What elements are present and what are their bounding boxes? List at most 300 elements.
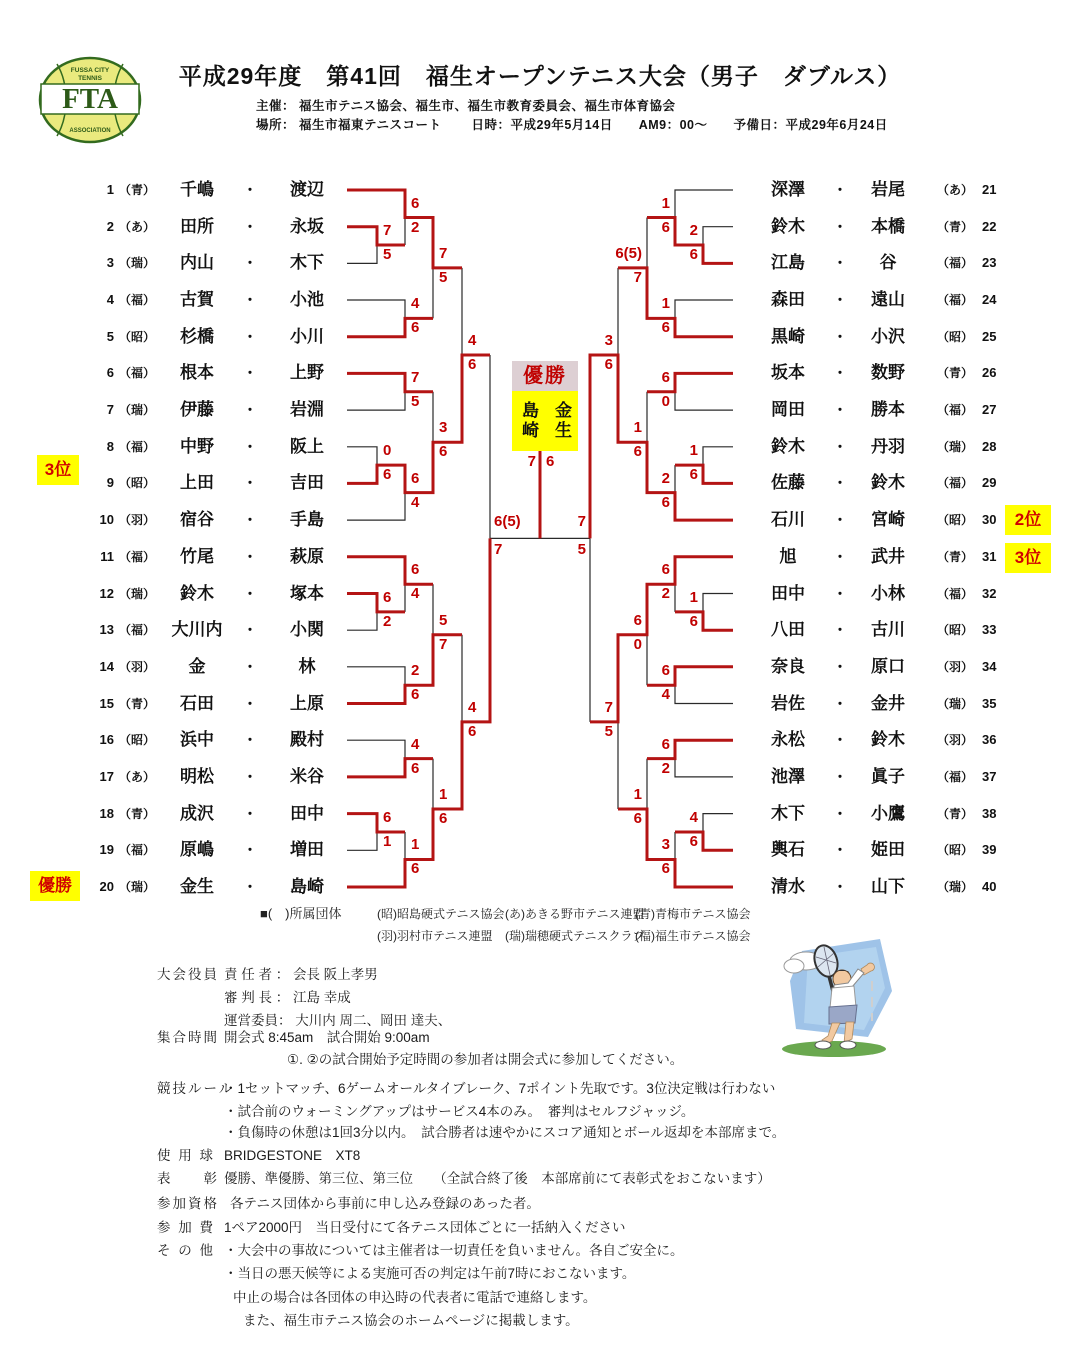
team-row <box>0 325 1080 349</box>
team-org: （瑞） <box>118 880 155 894</box>
player1-name: 深澤 <box>771 180 805 199</box>
player2-name: 金井 <box>871 694 905 713</box>
team-org: （福） <box>118 293 155 307</box>
champion-box <box>512 391 578 451</box>
match-score: 1 <box>411 836 420 853</box>
team-row <box>0 178 1080 202</box>
player1-name: 岡田 <box>771 400 805 419</box>
team-row <box>0 692 1080 716</box>
match-score: 6 <box>604 356 613 373</box>
match-score: 1 <box>689 589 698 606</box>
awards-label: 表 彰 <box>157 1171 219 1186</box>
player1-name: 輿石 <box>771 840 805 859</box>
player1-name: 木下 <box>771 804 805 823</box>
name-separator: ・ <box>243 842 257 858</box>
fee-label: 参 加 費 <box>157 1220 216 1235</box>
name-separator: ・ <box>243 586 257 602</box>
team-org: （福） <box>936 293 973 307</box>
team-org: （昭） <box>118 476 155 490</box>
player2-name: 小沢 <box>871 327 905 346</box>
logo-mid-text: TENNIS <box>78 75 102 82</box>
player1-name: 鈴木 <box>771 437 805 456</box>
meeting-label: 集合時間 <box>157 1030 219 1045</box>
name-separator: ・ <box>243 365 257 381</box>
player2-name: 本橋 <box>871 217 905 236</box>
champion-label: 優勝 <box>512 361 578 391</box>
match-score: 7 <box>633 269 642 286</box>
seed-number: 15 <box>99 696 114 711</box>
other-line: ・当日の悪天候等による実施可否の判定は午前7時におこないます。 <box>224 1266 636 1281</box>
seed-number: 34 <box>982 659 997 674</box>
name-separator: ・ <box>833 586 847 602</box>
seed-number: 39 <box>982 842 997 857</box>
legend-item: (青)青梅市テニス協会 <box>635 907 751 921</box>
match-score: 0 <box>633 636 642 653</box>
player2-name: 島崎 <box>290 877 324 896</box>
team-row <box>0 288 1080 312</box>
player1-name: 岩佐 <box>771 694 805 713</box>
seed-number: 40 <box>982 879 997 894</box>
match-score: 7 <box>439 636 448 653</box>
name-separator: ・ <box>833 182 847 198</box>
team-row <box>0 545 1080 569</box>
match-score: 5 <box>577 541 586 558</box>
match-score: 6(5) <box>615 245 642 262</box>
match-score: 6 <box>383 589 392 606</box>
team-row <box>0 215 1080 239</box>
seed-number: 10 <box>99 512 114 527</box>
name-separator: ・ <box>243 659 257 675</box>
match-score: 4 <box>411 295 420 312</box>
player1-name: 明松 <box>180 767 214 786</box>
player2-name: 眞子 <box>871 767 905 786</box>
match-score: 2 <box>689 222 698 239</box>
third-place-badge-right: 3位 <box>1005 543 1051 573</box>
seed-number: 9 <box>106 475 114 490</box>
match-score: 7 <box>383 222 392 239</box>
name-separator: ・ <box>243 622 257 638</box>
team-row <box>0 508 1080 532</box>
name-separator: ・ <box>833 292 847 308</box>
match-score: 6 <box>661 662 670 679</box>
match-score: 6 <box>689 613 698 630</box>
match-score: 7 <box>494 541 503 558</box>
legend-item: (福)福生市テニス協会 <box>635 929 751 943</box>
team-org: （福） <box>118 550 155 564</box>
player2-name: 谷 <box>879 253 897 272</box>
name-separator: ・ <box>243 292 257 308</box>
name-separator: ・ <box>243 806 257 822</box>
match-score: 5 <box>383 246 392 263</box>
referee-line: 審 判 長 ： 江島 幸成 <box>224 990 351 1005</box>
team-org: （瑞） <box>936 697 973 711</box>
match-score: 4 <box>411 585 420 602</box>
team-org: （羽） <box>936 733 973 747</box>
player2-name: 山下 <box>871 877 905 896</box>
player1-name: 竹尾 <box>180 547 214 566</box>
team-row <box>0 471 1080 495</box>
team-org: （福） <box>118 440 155 454</box>
match-score: 6 <box>689 246 698 263</box>
seed-number: 8 <box>106 439 114 454</box>
player2-name: 殿村 <box>290 730 324 749</box>
team-org: （あ） <box>118 770 155 784</box>
team-org: （福） <box>936 476 973 490</box>
match-score: 7 <box>411 369 420 386</box>
player1-name: 石田 <box>180 694 214 713</box>
fee-line: 1ペア2000円 当日受付にて各テニス団体ごとに一括納入ください <box>224 1220 626 1235</box>
eligibility-line: 各テニス団体から事前に申し込み登録のあった者。 <box>230 1196 540 1211</box>
team-org: （福） <box>936 587 973 601</box>
other-line: また、福生市テニス協会のホームページに掲載します。 <box>243 1313 579 1328</box>
seed-number: 7 <box>106 402 114 417</box>
organizer-line: 主催： 福生市テニス協会、福生市、福生市教育委員会、福生市体育協会 <box>256 99 676 113</box>
match-score: 6 <box>468 723 477 740</box>
name-separator: ・ <box>833 622 847 638</box>
match-score: 6 <box>411 760 420 777</box>
name-separator: ・ <box>833 219 847 235</box>
player1-name: 上田 <box>180 473 214 492</box>
team-org: （昭） <box>936 623 973 637</box>
seed-number: 2 <box>106 219 114 234</box>
team-org: （福） <box>118 843 155 857</box>
eligibility-label: 参加資格 <box>157 1196 219 1211</box>
match-score: 3 <box>439 419 448 436</box>
name-separator: ・ <box>243 255 257 271</box>
player1-name: 田所 <box>180 217 214 236</box>
seed-number: 6 <box>106 365 114 380</box>
seed-number: 31 <box>982 549 997 564</box>
ground <box>782 1041 886 1057</box>
player1-name: 内山 <box>180 253 214 272</box>
seed-number: 11 <box>100 549 114 564</box>
team-row <box>0 251 1080 275</box>
team-org: （青） <box>936 807 973 821</box>
match-score: 6 <box>439 443 448 460</box>
team-row <box>0 728 1080 752</box>
player1-name: 鈴木 <box>771 217 805 236</box>
player1-name: 浜中 <box>180 730 214 749</box>
other-label: そ の 他 <box>157 1243 216 1258</box>
legend-item: (あ)あきる野市テニス連盟 <box>505 907 645 921</box>
name-separator: ・ <box>243 512 257 528</box>
match-score: 4 <box>468 332 477 349</box>
player1-name: 永松 <box>771 730 805 749</box>
player2-name: 岩淵 <box>290 400 324 419</box>
legend-item: (羽)羽村市テニス連盟 <box>377 929 493 943</box>
other-line: ・大会中の事故については主催者は一切責任を負いません。各自ご安全に。 <box>224 1243 684 1258</box>
match-score: 6 <box>439 810 448 827</box>
committee-line: 運営委員： 大川内 周二、岡田 達夫、 <box>224 1013 452 1028</box>
final-score-right: 6 <box>546 453 555 470</box>
name-separator: ・ <box>243 732 257 748</box>
match-score: 4 <box>661 686 670 703</box>
seed-number: 38 <box>982 806 997 821</box>
match-score: 6 <box>661 219 670 236</box>
legend-header: ■( )所属団体 <box>260 906 342 921</box>
seed-number: 21 <box>982 182 997 197</box>
seed-number: 30 <box>982 512 997 527</box>
team-org: （福） <box>936 403 973 417</box>
name-separator: ・ <box>833 439 847 455</box>
match-score: 5 <box>604 723 613 740</box>
player1-name: 石川 <box>771 510 805 529</box>
player2-name: 勝本 <box>871 400 905 419</box>
seed-number: 29 <box>982 475 997 490</box>
match-score: 2 <box>383 613 392 630</box>
player1-name: 金 <box>188 657 206 676</box>
player2-name: 原口 <box>871 657 905 676</box>
name-separator: ・ <box>243 769 257 785</box>
match-score: 6 <box>661 494 670 511</box>
player2-name: 塚本 <box>290 584 324 603</box>
player2-name: 田中 <box>290 804 324 823</box>
player1-name: 伊藤 <box>180 400 214 419</box>
seed-number: 13 <box>99 622 114 637</box>
match-score: 6 <box>411 860 420 877</box>
name-separator: ・ <box>243 329 257 345</box>
seed-number: 12 <box>99 586 114 601</box>
player1-name: 清水 <box>771 877 805 896</box>
match-score: 6 <box>411 686 420 703</box>
team-org: （羽） <box>118 660 155 674</box>
player1-name: 原嶋 <box>180 840 214 859</box>
player2-name: 小関 <box>290 620 324 639</box>
match-score: 6 <box>661 736 670 753</box>
match-score: 5 <box>439 269 448 286</box>
seed-number: 17 <box>99 769 114 784</box>
player2-name: 増田 <box>290 840 324 859</box>
team-org: （青） <box>936 220 973 234</box>
meeting-line: 開会式 8:45am 試合開始 9:00am <box>224 1030 430 1045</box>
team-org: （福） <box>118 366 155 380</box>
player2-name: 林 <box>298 657 316 676</box>
player2-name: 宮崎 <box>871 510 905 529</box>
match-score: 6 <box>661 860 670 877</box>
match-score: 1 <box>689 442 698 459</box>
name-separator: ・ <box>833 696 847 712</box>
player1-name: 金生 <box>180 877 214 896</box>
legend-item: (昭)昭島硬式テニス協会 <box>377 907 505 921</box>
player1-name: 大川内 <box>171 620 223 639</box>
player2-name: 小川 <box>290 327 324 346</box>
player2-name: 永坂 <box>290 217 324 236</box>
name-separator: ・ <box>833 659 847 675</box>
team-org: （昭） <box>936 843 973 857</box>
player2-name: 鈴木 <box>871 473 905 492</box>
player2-name: 上原 <box>290 694 324 713</box>
team-org: （青） <box>118 807 155 821</box>
name-separator: ・ <box>833 365 847 381</box>
player2-name: 木下 <box>290 253 324 272</box>
champion-name-right: 金生 <box>552 401 571 441</box>
venue-line: 場所： 福生市福東テニスコート 日時：平成29年5月14日 AM9：00～ 予備日：平成29年6月24日 <box>256 118 888 132</box>
match-score: 4 <box>411 494 420 511</box>
name-separator: ・ <box>833 549 847 565</box>
team-org: （瑞） <box>936 880 973 894</box>
champion-badge-left: 優勝 <box>30 871 80 901</box>
team-org: （昭） <box>118 733 155 747</box>
match-score: 6 <box>411 470 420 487</box>
seed-number: 22 <box>982 219 997 234</box>
match-score: 6 <box>633 443 642 460</box>
player2-name: 小池 <box>290 290 324 309</box>
name-separator: ・ <box>833 402 847 418</box>
player2-name: 数野 <box>871 363 905 382</box>
team-row <box>0 838 1080 862</box>
rule-line: ・負傷時の休憩は1回3分以内。 試合勝者は速やかにスコア通知とボール返却を本部席まで。 <box>224 1125 786 1140</box>
player2-name: 吉田 <box>290 473 324 492</box>
player1-name: 坂本 <box>771 363 805 382</box>
match-score: 6 <box>411 319 420 336</box>
seed-number: 5 <box>106 329 114 344</box>
seed-number: 1 <box>106 182 114 197</box>
seed-number: 27 <box>982 402 997 417</box>
match-score: 1 <box>633 419 642 436</box>
team-org: （昭） <box>936 513 973 527</box>
page-title: 平成29年度 第41回 福生オープンテニス大会（男子 ダブルス） <box>178 63 902 89</box>
name-separator: ・ <box>833 329 847 345</box>
seed-number: 4 <box>106 292 114 307</box>
name-separator: ・ <box>243 182 257 198</box>
seed-number: 23 <box>982 255 997 270</box>
match-score: 1 <box>661 195 670 212</box>
match-score: 0 <box>383 442 392 459</box>
name-separator: ・ <box>833 512 847 528</box>
match-score: 2 <box>411 219 420 236</box>
seed-number: 3 <box>106 255 114 270</box>
match-score: 2 <box>411 662 420 679</box>
player2-name: 萩原 <box>290 547 324 566</box>
seed-number: 28 <box>982 439 997 454</box>
team-org: （あ） <box>936 183 973 197</box>
name-separator: ・ <box>243 439 257 455</box>
team-org: （瑞） <box>118 587 155 601</box>
team-org: （福） <box>936 770 973 784</box>
player1-name: 黒崎 <box>771 327 805 346</box>
match-score: 6 <box>411 561 420 578</box>
team-org: （福） <box>936 256 973 270</box>
player2-name: 武井 <box>871 547 905 566</box>
match-score: 6(5) <box>494 513 521 530</box>
match-score: 6 <box>383 466 392 483</box>
other-line: 中止の場合は各団体の申込時の代表者に電話で連絡します。 <box>233 1290 597 1305</box>
team-org: （青） <box>118 183 155 197</box>
player2-name: 鈴木 <box>871 730 905 749</box>
match-score: 6 <box>468 356 477 373</box>
match-score: 1 <box>661 295 670 312</box>
legend-item: (瑞)瑞穂硬式テニスクラブ <box>505 929 645 943</box>
seed-number: 32 <box>982 586 997 601</box>
player2-name: 阪上 <box>290 437 324 456</box>
meeting-note: ①. ②の試合開始予定時間の参加者は開会式に参加してください。 <box>287 1052 684 1067</box>
match-score: 4 <box>689 809 698 826</box>
player1-name: 中野 <box>180 437 214 456</box>
team-org: （羽） <box>118 513 155 527</box>
team-row <box>0 765 1080 789</box>
rule-line: ・1セットマッチ、6ゲームオールタイブレーク、7ポイント先取です。3位決定戦は行わない <box>224 1081 776 1096</box>
match-score: 1 <box>439 786 448 803</box>
player1-name: 江島 <box>771 253 805 272</box>
player1-name: 佐藤 <box>771 473 805 492</box>
team-org: （青） <box>936 550 973 564</box>
team-row <box>0 802 1080 826</box>
seed-number: 14 <box>99 659 114 674</box>
player2-name: 岩尾 <box>871 180 905 199</box>
player2-name: 渡辺 <box>290 180 324 199</box>
team-org: （昭） <box>936 330 973 344</box>
name-separator: ・ <box>833 732 847 748</box>
team-org: （青） <box>936 366 973 380</box>
seed-number: 36 <box>982 732 997 747</box>
name-separator: ・ <box>243 402 257 418</box>
name-separator: ・ <box>833 255 847 271</box>
third-place-badge-left: 3位 <box>37 455 79 485</box>
match-score: 6 <box>689 833 698 850</box>
match-score: 6 <box>633 810 642 827</box>
player1-name: 千嶋 <box>180 180 214 199</box>
match-score: 3 <box>604 332 613 349</box>
seed-number: 20 <box>99 879 114 894</box>
team-row <box>0 582 1080 606</box>
responsible-line: 責 任 者 ： 会長 阪上孝男 <box>224 967 378 982</box>
match-score: 2 <box>661 585 670 602</box>
name-separator: ・ <box>243 475 257 491</box>
player1-name: 旭 <box>779 547 797 566</box>
champion-name-left: 島崎 <box>519 401 538 441</box>
player1-name: 杉橋 <box>180 327 214 346</box>
seed-number: 33 <box>982 622 997 637</box>
name-separator: ・ <box>833 842 847 858</box>
seed-number: 25 <box>982 329 997 344</box>
match-score: 2 <box>661 760 670 777</box>
team-row <box>0 618 1080 642</box>
match-score: 5 <box>439 612 448 629</box>
team-org: （青） <box>118 697 155 711</box>
rules-label: 競技ルール <box>157 1081 235 1096</box>
match-score: 6 <box>633 612 642 629</box>
player2-name: 古川 <box>871 620 905 639</box>
match-score: 6 <box>661 369 670 386</box>
match-score: 6 <box>411 195 420 212</box>
name-separator: ・ <box>243 696 257 712</box>
seed-number: 26 <box>982 365 997 380</box>
ball-line: BRIDGESTONE XT8 <box>224 1148 361 1163</box>
player2-name: 丹羽 <box>871 437 905 456</box>
seed-number: 19 <box>99 842 114 857</box>
player1-name: 鈴木 <box>180 584 214 603</box>
player1-name: 八田 <box>771 620 805 639</box>
team-org: （瑞） <box>936 440 973 454</box>
name-separator: ・ <box>243 879 257 895</box>
match-score: 6 <box>383 809 392 826</box>
second-place-badge-right: 2位 <box>1005 505 1051 535</box>
player2-name: 遠山 <box>871 290 905 309</box>
team-row <box>0 655 1080 679</box>
match-score: 3 <box>661 836 670 853</box>
name-separator: ・ <box>833 879 847 895</box>
name-separator: ・ <box>243 549 257 565</box>
name-separator: ・ <box>833 769 847 785</box>
player2-name: 上野 <box>290 363 324 382</box>
match-score: 4 <box>411 736 420 753</box>
team-org: （昭） <box>118 330 155 344</box>
team-org: （瑞） <box>118 403 155 417</box>
logo-bottom-text: ASSOCIATION <box>69 128 111 134</box>
player1-name: 田中 <box>771 584 805 603</box>
match-score: 0 <box>661 393 670 410</box>
seed-number: 24 <box>982 292 997 307</box>
